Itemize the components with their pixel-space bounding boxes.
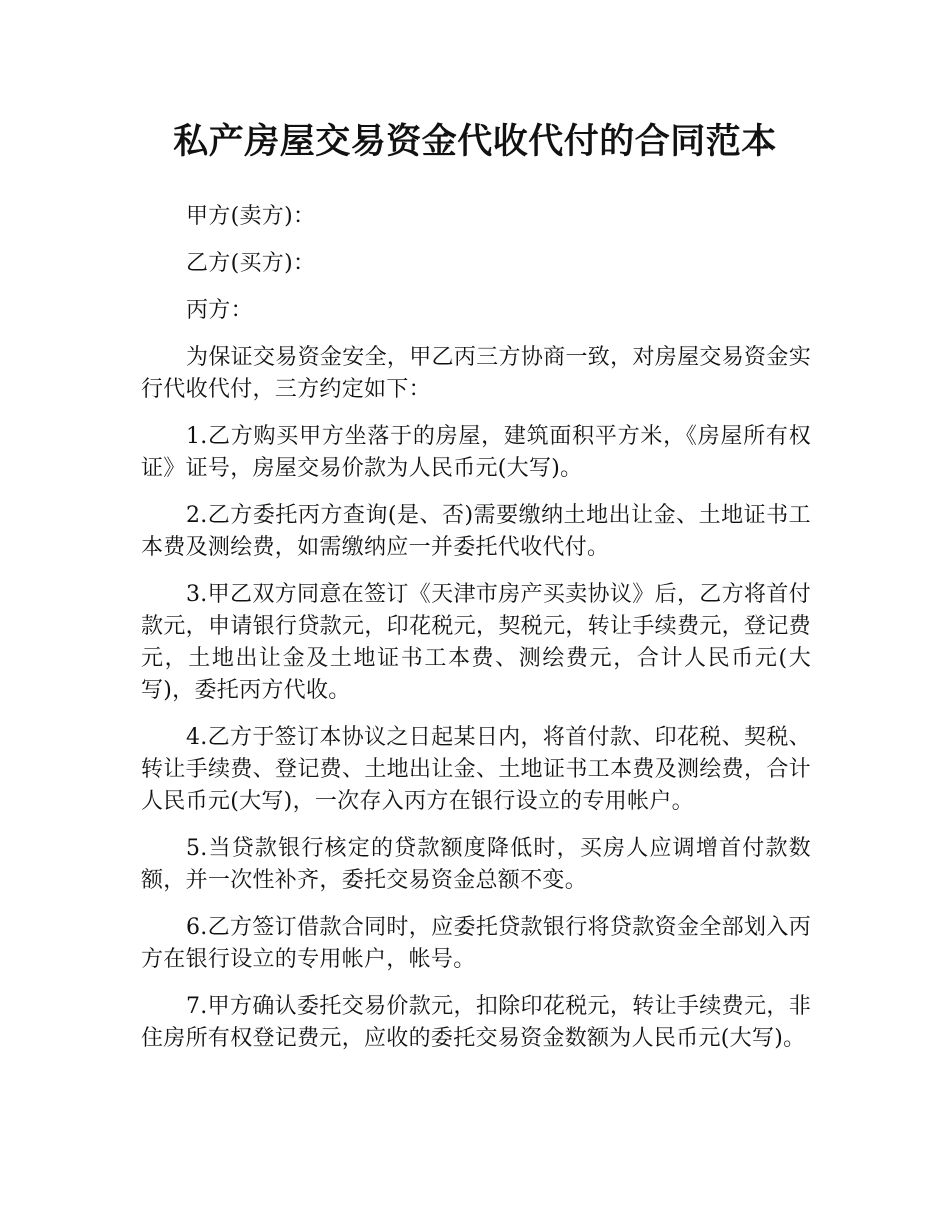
clause-2: 2.乙方委托丙方查询(是、否)需要缴纳土地出让金、土地证书工本费及测绘费，如需缴纳应一并委托代收代付。: [141, 503, 811, 560]
clause-6: 6.乙方签订借款合同时，应委托贷款银行将贷款资金全部划入丙方在银行设立的专用帐户，帐号。: [141, 915, 811, 972]
clause-1: 1.乙方购买甲方坐落于的房屋，建筑面积平方米，《房屋所有权证》证号，房屋交易价款为人民币元(大写)。: [141, 424, 811, 481]
clause-4: 4.乙方于签订本协议之日起某日内，将首付款、印花税、契税、转让手续费、登记费、土地出让金、土地证书工本费及测绘费，合计人民币元(大写)，一次存入丙方在银行设立的专用帐户。: [141, 725, 811, 814]
document-title: 私产房屋交易资金代收代付的合同范本: [173, 122, 777, 162]
document-body: [141, 201, 811, 1070]
clause-5: 5.当贷款银行核定的贷款额度降低时，买房人应调增首付款数额，并一次性补齐，委托交易资金总额不变。: [141, 836, 811, 893]
party-b-line: 乙方(买方)：: [186, 251, 316, 276]
clause-3: 3.甲乙双方同意在签订《天津市房产买卖协议》后，乙方将首付款元，申请银行贷款元，印花税元，契税元，转让手续费元，登记费元，土地出让金及土地证书工本费、测绘费元，合计人民币元(大写)，委托丙方代收。: [141, 582, 811, 703]
clause-7: 7.甲方确认委托交易价款元，扣除印花税元，转让手续费元，非住房所有权登记费元，应收的委托交易资金数额为人民币元(大写)。: [141, 994, 811, 1051]
preamble-paragraph: 为保证交易资金安全，甲乙丙三方协商一致，对房屋交易资金实行代收代付，三方约定如下：: [141, 345, 811, 402]
party-c-line: 丙方：: [186, 298, 253, 323]
party-a-line: 甲方(卖方)：: [186, 204, 316, 229]
